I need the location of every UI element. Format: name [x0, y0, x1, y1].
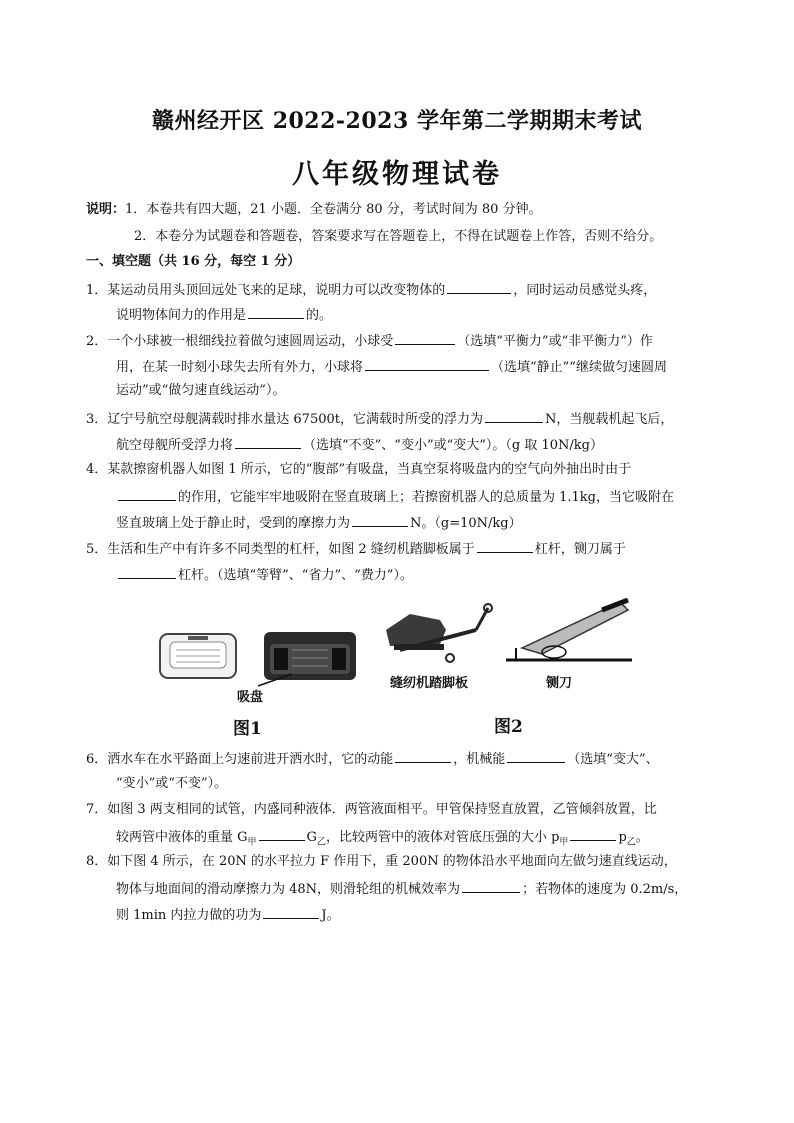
- q7-text-c: G: [306, 830, 317, 845]
- q1-text-b: ，同时运动员感觉头疼，: [513, 283, 657, 298]
- cutter-image: [502, 598, 636, 664]
- q2-text-c: 用，在某一时刻小球失去所有外力，小球将: [116, 360, 364, 375]
- q8-text-b: 物体与地面间的滑动摩擦力为 48N，则滑轮组的机械效率为: [116, 882, 461, 897]
- note-label: 说明：: [86, 202, 126, 217]
- q3-text-c: 航空母舰所受浮力将: [116, 438, 234, 453]
- q2-blank-1: [395, 332, 455, 345]
- q2-text-e: 运动”或“做匀速直线运动”）。: [116, 383, 286, 398]
- q4-blank-2: [352, 514, 408, 527]
- q4-text-b: 的作用，它能牢牢地吸附在竖直玻璃上；若擦窗机器人的总质量为 1.1kg，当它吸附在: [178, 490, 675, 505]
- q4-text-a: 4．某款擦窗机器人如图 1 所示，它的“腹部”有吸盘，当真空泵将吸盘内的空气向外抽出时由于: [86, 462, 632, 477]
- q1-line-2: [116, 306, 332, 324]
- q4-line-3: [116, 514, 522, 532]
- q5-text-a: 5．生活和生产中有许多不同类型的杠杆，如图 2 缝纫机踏脚板属于: [86, 542, 475, 557]
- q5-text-c: 杠杆。（选填“等臂”、“省力”、“费力”）。: [178, 568, 413, 583]
- sewing-pedal-image: [380, 600, 498, 668]
- q8-blank-2: [263, 906, 319, 919]
- q8-text-e: J。: [321, 908, 340, 923]
- q6-text-d: “变小”或“不变”）。: [116, 776, 228, 791]
- q2-text-a: 2．一个小球被一根细线拉着做匀速圆周运动，小球受: [86, 334, 394, 349]
- q7-text-e: p: [618, 830, 627, 845]
- q4-text-c: 竖直玻璃上处于静止时，受到的摩擦力为: [116, 516, 351, 531]
- q1-text-c: 说明物体间力的作用是: [116, 308, 247, 323]
- q5-blank-2: [118, 566, 176, 579]
- q7-sub-yi-1: 乙: [316, 837, 326, 848]
- q2-line-1: [86, 332, 653, 350]
- q2-text-b: （选填“平衡力”或“非平衡力”）作: [457, 334, 653, 349]
- q3-line-1: [86, 410, 673, 428]
- cutter-label: 铡刀: [546, 676, 573, 691]
- q7-sub-yi-2: 乙: [626, 837, 636, 848]
- q3-blank-2: [235, 436, 301, 449]
- q1-text-d: 的。: [306, 308, 333, 323]
- q1-blank-2: [248, 306, 304, 319]
- q3-text-a: 3．辽宁号航空母舰满载时排水量达 67500t，它满载时所受的浮力为: [86, 412, 483, 427]
- q3-line-2: [116, 436, 603, 454]
- q5-line-1: [86, 540, 626, 558]
- q4-line-2: [116, 488, 674, 506]
- q1-blank-1: [447, 281, 511, 294]
- q2-text-d: （选填“静止”“继续做匀速圆周: [491, 360, 667, 375]
- q7-text-f: 。: [635, 830, 649, 845]
- robot-front-image: [158, 632, 238, 680]
- q3-text-d: （选填“不变”、“变小”或“变大”）。（g 取 10N/kg）: [303, 438, 603, 453]
- exam-title: 赣州经开区 2022-2023 学年第二学期期末考试: [152, 108, 642, 134]
- q7-blank-1: [259, 828, 305, 841]
- q6-text-b: ，机械能: [453, 752, 506, 767]
- q7-text-b: 较两管中液体的重量 G: [116, 830, 248, 845]
- q8-line-3: [116, 906, 340, 924]
- q1-line-1: [86, 281, 656, 299]
- figure-2-label: 图2: [494, 717, 523, 737]
- label-pointer-line: [256, 672, 296, 688]
- q6-blank-1: [395, 750, 451, 763]
- note-1: 1．本卷共有四大题，21 小题．全卷满分 80 分，考试时间为 80 分钟。: [125, 202, 542, 217]
- exam-subtitle: 八年级物理试卷: [292, 159, 502, 190]
- note-2: 2．本卷分为试题卷和答题卷，答案要求写在答题卷上，不得在试题卷上作答，否则不给分。: [134, 229, 663, 244]
- sewing-pedal-label: 缝纫机踏脚板: [390, 676, 469, 691]
- q7-text-a: 7．如图 3 两支相同的试管，内盛同种液体．两管液面相平。甲管保持竖直放置，乙管倾斜放置，比: [86, 802, 657, 817]
- q3-text-b: N，当舰载机起飞后，: [544, 412, 674, 427]
- q6-text-a: 6．洒水车在水平路面上匀速前进开洒水时，它的动能: [86, 752, 394, 767]
- figure-1-label: 图1: [233, 719, 262, 739]
- q5-line-2: [116, 566, 413, 584]
- q8-text-c: ；若物体的速度为 0.2m/s，: [522, 882, 688, 897]
- q8-text-a: 8．如下图 4 所示，在 20N 的水平拉力 F 作用下，重 200N 的物体沿水平地面向左做匀速直线运动，: [86, 854, 677, 869]
- q5-text-b: 杠杆，铡刀属于: [534, 542, 626, 557]
- q8-text-d: 则 1min 内拉力做的功为: [116, 908, 262, 923]
- q7-blank-2: [570, 828, 616, 841]
- q6-line-1: [86, 750, 659, 768]
- q8-blank-1: [462, 880, 520, 893]
- q7-sub-jia-2: 甲: [559, 837, 569, 848]
- q8-line-2: [116, 880, 687, 898]
- section-heading: 一、填空题（共 16 分，每空 1 分）: [86, 254, 301, 269]
- q2-blank-2: [365, 358, 489, 371]
- q5-blank-1: [477, 540, 533, 553]
- note-line-1: [86, 202, 542, 218]
- q6-text-c: （选填“变大”、: [567, 752, 659, 767]
- q7-line-2: [116, 828, 649, 851]
- q4-text-d: N。（g=10N/kg）: [410, 516, 522, 531]
- q6-blank-2: [507, 750, 565, 763]
- q2-line-2: [116, 358, 667, 376]
- suction-cup-label: 吸盘: [237, 690, 264, 705]
- q4-blank-1: [118, 488, 176, 501]
- q1-text-a: 1．某运动员用头顶回远处飞来的足球，说明力可以改变物体的: [86, 283, 446, 298]
- q7-sub-jia-1: 甲: [247, 837, 257, 848]
- q3-blank-1: [485, 410, 543, 423]
- q7-text-d: ，比较两管中的液体对管底压强的大小 p: [325, 830, 560, 845]
